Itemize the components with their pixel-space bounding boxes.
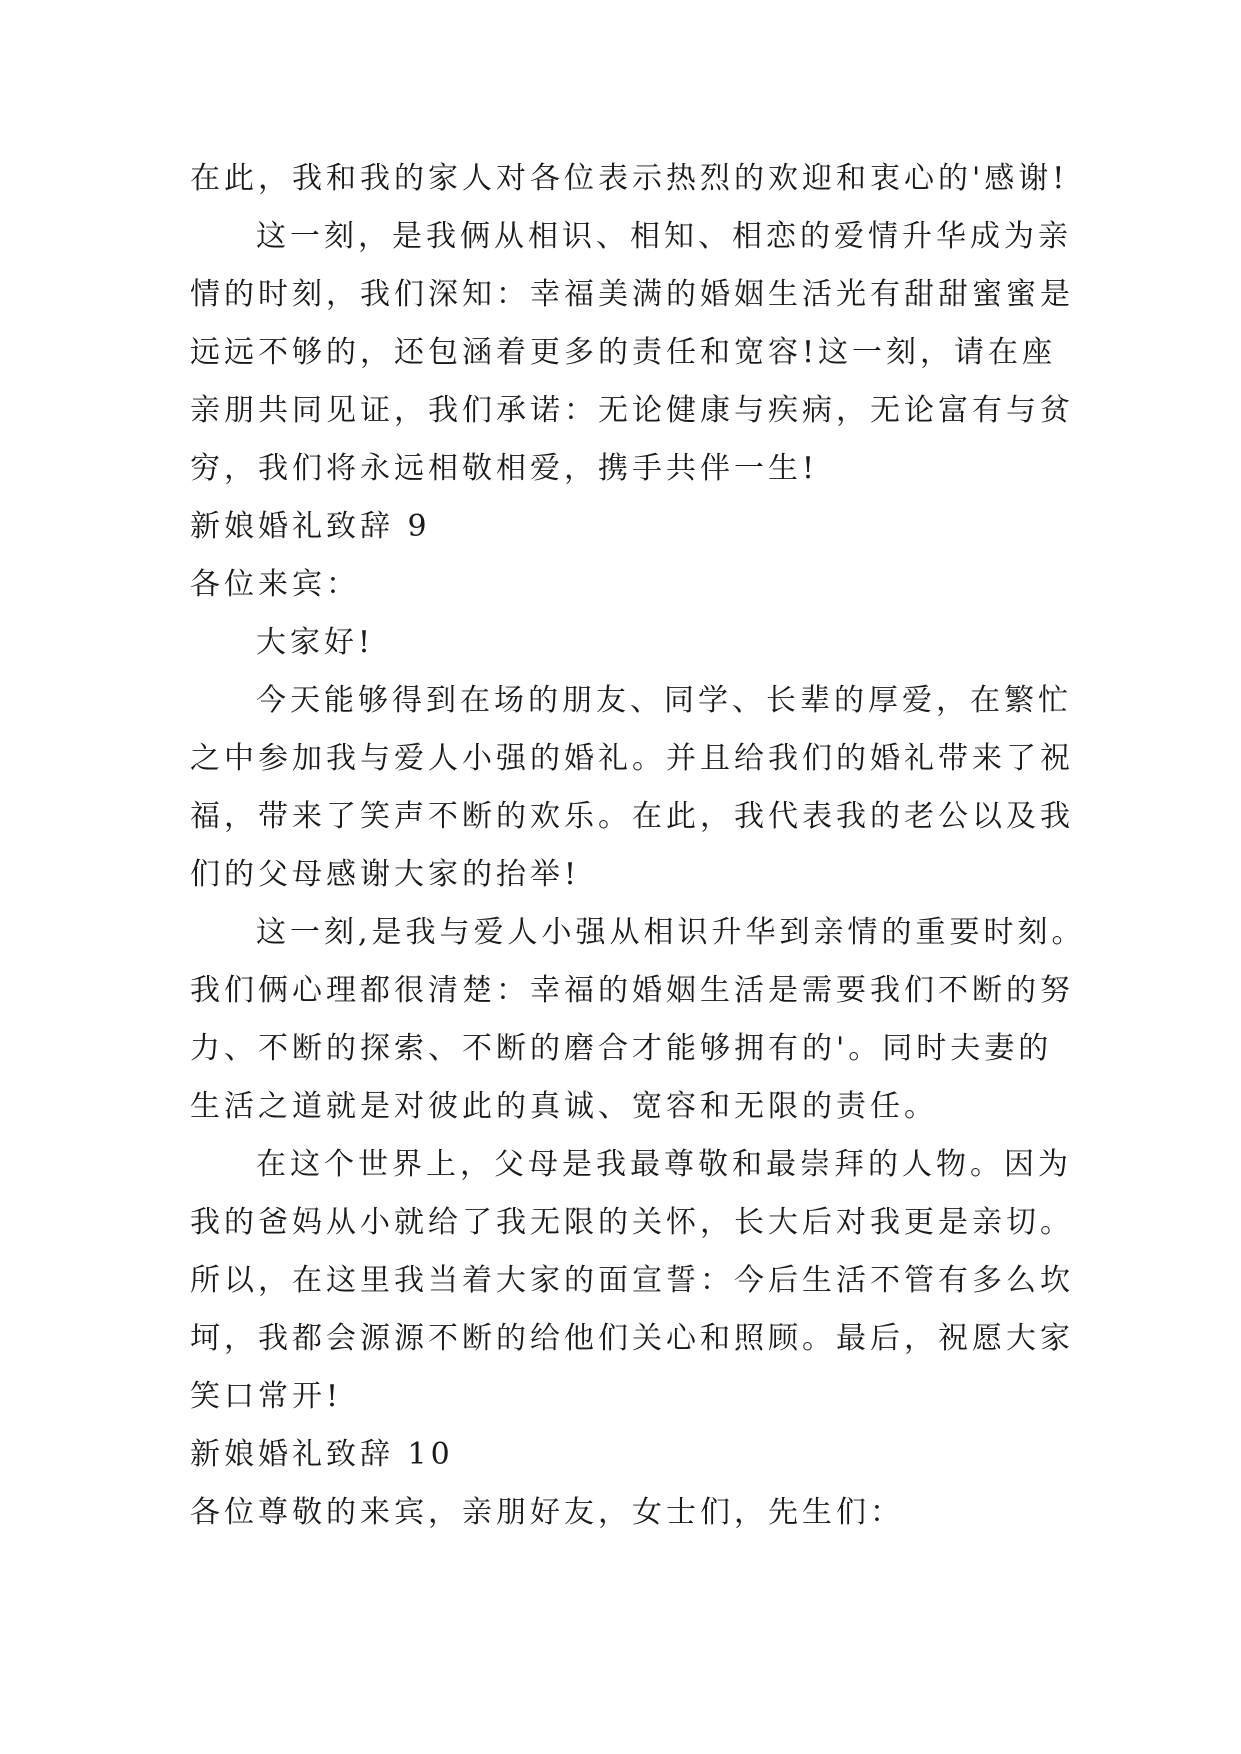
paragraph-line: 所以，在这里我当着大家的面宣誓：今后生活不管有多么坎 (190, 1263, 1074, 1298)
paragraph-line: 远远不够的，还包涵着更多的责任和宽容!这一刻，请在座 (190, 335, 1057, 370)
paragraph-line: 坷，我都会源源不断的给他们关心和照顾。最后，祝愿大家 (190, 1321, 1074, 1356)
section-heading: 新娘婚礼致辞 10 (190, 1437, 454, 1472)
paragraph-line: 在此，我和我的家人对各位表示热烈的欢迎和衷心的'感谢! (190, 161, 1069, 196)
paragraph-line: 亲朋共同见证，我们承诺：无论健康与疾病，无论富有与贫 (190, 393, 1074, 428)
document-body (190, 160, 1086, 1552)
paragraph-line: 生活之道就是对彼此的真诚、宽容和无限的责任。 (190, 1089, 938, 1124)
paragraph-line: 穷，我们将永远相敬相爱，携手共伴一生! (190, 451, 819, 486)
paragraph-line: 们的父母感谢大家的抬举! (190, 857, 581, 892)
paragraph-line: 我的爸妈从小就给了我无限的关怀，长大后对我更是亲切。 (190, 1205, 1074, 1240)
section-heading: 新娘婚礼致辞 9 (190, 509, 431, 544)
salutation: 各位尊敬的来宾，亲朋好友，女士们，先生们： (190, 1495, 904, 1530)
paragraph-line: 这一刻，是我俩从相识、相知、相恋的爱情升华成为亲 (256, 219, 1072, 254)
paragraph-line: 我们俩心理都很清楚：幸福的婚姻生活是需要我们不断的努 (190, 973, 1074, 1008)
paragraph-line: 在这个世界上，父母是我最尊敬和最崇拜的人物。因为 (256, 1147, 1072, 1182)
salutation: 各位来宾： (190, 567, 360, 602)
paragraph-line: 力、不断的探索、不断的磨合才能够拥有的'。同时夫妻的 (190, 1031, 1053, 1066)
greeting: 大家好! (256, 625, 375, 660)
paragraph-line: 笑口常开! (190, 1379, 343, 1414)
paragraph-line: 这一刻,是我与爱人小强从相识升华到亲情的重要时刻。 (256, 915, 1086, 950)
paragraph-line: 之中参加我与爱人小强的婚礼。并且给我们的婚礼带来了祝 (190, 741, 1074, 776)
paragraph-line: 情的时刻，我们深知：幸福美满的婚姻生活光有甜甜蜜蜜是 (190, 277, 1074, 312)
paragraph-line: 福，带来了笑声不断的欢乐。在此，我代表我的老公以及我 (190, 799, 1074, 834)
paragraph-line: 今天能够得到在场的朋友、同学、长辈的厚爱，在繁忙 (256, 683, 1072, 718)
